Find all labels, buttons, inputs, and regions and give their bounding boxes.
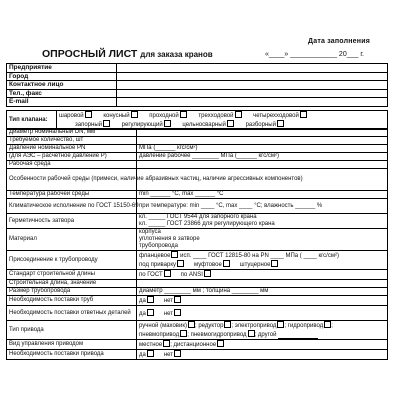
medium-field[interactable] [137, 161, 388, 169]
pipe-size-label: Размер трубопровода [7, 288, 137, 296]
contact-row [7, 72, 388, 81]
need-drive-field: да нет [137, 350, 388, 360]
checkbox[interactable] [103, 120, 110, 127]
medium-features-label: Особенности рабочей среды (примеси, наличие абразивных частиц, наличие агрессивных компонентов) [7, 169, 137, 191]
material-label: Материал [7, 229, 137, 251]
checkbox[interactable] [171, 251, 178, 258]
length-value-field[interactable] [137, 280, 388, 288]
checkbox[interactable] [324, 321, 331, 328]
contact-label: E-mail [7, 98, 117, 107]
temp-label: Температура рабочей среды [7, 191, 137, 199]
title-sub: для заказа кранов [140, 50, 213, 59]
contact-field[interactable] [117, 81, 388, 90]
checkbox[interactable] [235, 111, 242, 118]
temp-field[interactable]: min ______ °C, max ______ °C [137, 191, 388, 199]
checkbox[interactable] [147, 309, 154, 316]
standard-length-field: по ГОСТ по ANSI [137, 270, 388, 280]
climate-label: Климатическое исполнение по ГОСТ 15150-69 [7, 199, 137, 214]
checkbox[interactable] [271, 260, 278, 267]
checkbox[interactable] [163, 340, 170, 347]
contact-label: Предприятие [7, 64, 117, 73]
title-main: ОПРОСНЫЙ ЛИСТ [42, 48, 138, 60]
contact-field[interactable] [117, 72, 388, 81]
checkbox[interactable] [174, 309, 181, 316]
checkbox[interactable] [277, 120, 284, 127]
checkbox[interactable] [204, 270, 211, 277]
connection-label: Присоединение к трубопроводу [7, 251, 137, 270]
valve-type-table [6, 110, 388, 130]
checkbox[interactable] [300, 111, 307, 118]
tightness-field[interactable]: кл. _____ ГОСТ 9544 для запорного крана кл. _____ ГОСТ 23866 для регулирующего крана [137, 214, 388, 229]
contact-row [7, 64, 388, 73]
checkbox[interactable] [147, 296, 154, 303]
quantity-field[interactable] [137, 137, 388, 145]
medium-label: Рабочая среда [7, 161, 137, 169]
contact-field[interactable] [117, 98, 388, 107]
checkbox[interactable] [180, 111, 187, 118]
tightness-label: Герметичность затвора [7, 214, 137, 229]
checkbox[interactable] [277, 321, 284, 328]
diameter-field[interactable] [137, 129, 388, 137]
material-field[interactable]: корпуса уплотнения в затворе трубопровода [137, 229, 388, 251]
valve-type-row2: запорный регулирующий цельносварный разборный [57, 120, 388, 130]
checkbox[interactable] [248, 330, 255, 337]
contact-row [7, 89, 388, 98]
diameter-label: Диаметр номинальный DN, мм [7, 129, 137, 137]
drive-type-field: ручной (маховик) ; редуктор ; электропривод ; гидропривод ; пневмопривод ; пневмогидропривод ; другой [137, 321, 388, 340]
checkbox[interactable] [223, 260, 230, 267]
params-table [6, 128, 388, 360]
checkbox[interactable] [217, 340, 224, 347]
climate-field[interactable]: при температуре: min ____ °C, max ____ °C; влажность ______ % [137, 199, 388, 214]
quantity-label: Требуемое количество, шт [7, 137, 137, 145]
contact-field[interactable] [117, 89, 388, 98]
pn-label-2: (для АЭС – расчетное давление P) [7, 153, 137, 161]
need-drive-label: Необходимость поставки привода [7, 350, 137, 360]
need-pipes-field: да нет [137, 296, 388, 306]
control-label: Вид управления приводом [7, 340, 137, 350]
contact-label: Тел., факс [7, 89, 117, 98]
contact-table [6, 63, 388, 107]
date-line: «____» ____________ 20___ г. [264, 51, 364, 58]
need-flanges-field: да нет [137, 306, 388, 321]
contact-row [7, 81, 388, 90]
checkbox[interactable] [85, 111, 92, 118]
checkbox[interactable] [174, 296, 181, 303]
valve-type-row1: шаровой конусный проходной трехходовой четырехходовой [57, 111, 388, 121]
page-title [42, 48, 213, 60]
pn-field[interactable]: МПа (______ кгс/см²) [137, 145, 388, 153]
need-flanges-label: Необходимость поставки ответных деталей [7, 306, 137, 321]
valve-type-label: Тип клапана: [7, 111, 57, 130]
checkbox[interactable] [164, 270, 171, 277]
contact-row [7, 98, 388, 107]
checkbox[interactable] [164, 120, 171, 127]
connection-field: фланцевое исп. ____ ГОСТ 12815-80 на PN ____ МПа ( ____ кгс/см²) под приварку муфтовое штуцерное [137, 251, 388, 270]
date-caption: Дата заполнения [308, 38, 370, 45]
standard-length-label: Стандарт строительной длины [7, 270, 137, 280]
length-value-label: Строительная длина, значение [7, 280, 137, 288]
pipe-size-field[interactable]: диаметр ________ мм ; толщина ________ мм [137, 288, 388, 296]
contact-label: Контактное лицо [7, 81, 117, 90]
checkbox[interactable] [188, 321, 195, 328]
contact-label: Город [7, 72, 117, 81]
checkbox[interactable] [224, 321, 231, 328]
need-pipes-label: Необходимость поставки труб [7, 296, 137, 306]
checkbox[interactable] [227, 120, 234, 127]
checkbox[interactable] [177, 260, 184, 267]
checkbox[interactable] [180, 330, 187, 337]
pn-label: Давление номинальное PN [7, 145, 137, 153]
drive-type-label: Тип привода [7, 321, 137, 340]
work-pressure-field[interactable]: давление рабочее ________ МПа (______ кгс/см²) [137, 153, 388, 161]
control-field: местное ; дистанционное [137, 340, 388, 350]
checkbox[interactable] [147, 350, 154, 357]
checkbox[interactable] [174, 350, 181, 357]
contact-field[interactable] [117, 64, 388, 73]
checkbox[interactable] [131, 111, 138, 118]
